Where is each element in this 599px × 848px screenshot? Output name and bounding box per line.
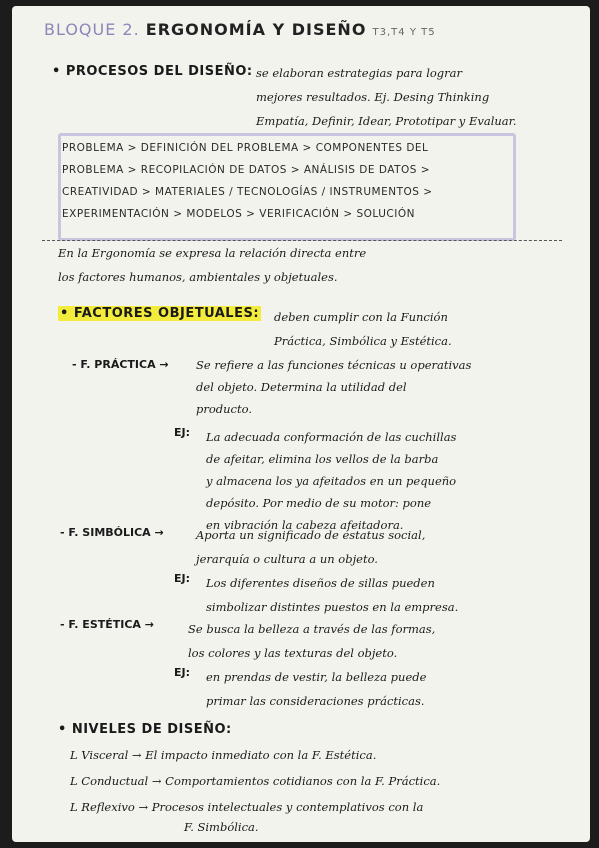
- practica-ej-line-3: y almacena los ya afeitados en un pequeño: [206, 474, 457, 488]
- estetica-ej-line-1: en prendas de vestir, la belleza puede: [206, 670, 427, 684]
- procesos-heading: • PROCESOS DEL DISEÑO:: [52, 64, 253, 79]
- factores-heading-text: • FACTORES OBJETUALES:: [60, 306, 260, 321]
- factores-heading: [58, 306, 261, 321]
- practica-line-3: producto.: [196, 402, 252, 416]
- topic-title: ERGONOMÍA Y DISEÑO: [145, 20, 367, 39]
- practica-ej-line-5: en vibración la cabeza afeitadora.: [206, 518, 404, 532]
- nivel-conductual: L Conductual → Comportamientos cotidianos con la F. Práctica.: [70, 774, 441, 788]
- estetica-ej-line-2: primar las consideraciones prácticas.: [206, 694, 425, 708]
- simbolica-label: - F. SIMBÓLICA →: [60, 526, 164, 539]
- factores-line-1: deben cumplir con la Función: [274, 310, 448, 324]
- simbolica-line-1: Aporta un significado de estatus social,: [196, 528, 426, 542]
- simbolica-ej-line-1: Los diferentes diseños de sillas pueden: [206, 576, 435, 590]
- bloque-label: BLOQUE 2.: [44, 20, 140, 39]
- practica-line-1: Se refiere a las funciones técnicas u operativas: [196, 358, 472, 372]
- estetica-label: - F. ESTÉTICA →: [60, 618, 154, 631]
- simbolica-ej-label: EJ:: [174, 572, 191, 585]
- estetica-line-2: los colores y las texturas del objeto.: [188, 646, 398, 660]
- niveles-heading: • NIVELES DE DISEÑO:: [58, 722, 232, 737]
- practica-line-2: del objeto. Determina la utilidad del: [196, 380, 407, 394]
- practica-label-text: - F. PRÁCTICA →: [72, 358, 169, 371]
- ergonomia-line-1: En la Ergonomía se expresa la relación directa entre: [58, 246, 367, 260]
- process-line-2: PROBLEMA > RECOPILACIÓN DE DATOS > ANÁLISIS DE DATOS >: [62, 164, 431, 176]
- simbolica-line-2: jerarquía o cultura a un objeto.: [196, 552, 378, 566]
- estetica-line-1: Se busca la belleza a través de las formas,: [188, 622, 436, 636]
- procesos-line-1: se elaboran estrategias para lograr: [256, 66, 463, 80]
- practica-label: [72, 358, 169, 371]
- practica-ej-line-1: La adecuada conformación de las cuchillas: [206, 430, 457, 444]
- simbolica-ej-line-2: simbolizar distintes puestos en la empresa.: [206, 600, 459, 614]
- procesos-line-3: Empatía, Definir, Idear, Prototipar y Evaluar.: [256, 114, 517, 128]
- topic-numbers: T3,T4 Y T5: [372, 27, 436, 38]
- ergonomia-line-2: los factores humanos, ambientales y objetuales.: [58, 270, 338, 284]
- process-line-1: PROBLEMA > DEFINICIÓN DEL PROBLEMA > COMPONENTES DEL: [62, 142, 429, 154]
- nivel-reflexivo-cont: F. Simbólica.: [184, 820, 259, 834]
- nivel-visceral: L Visceral → El impacto inmediato con la F. Estética.: [70, 748, 377, 762]
- practica-ej-line-4: depósito. Por medio de su motor: pone: [206, 496, 432, 510]
- factores-line-2: Práctica, Simbólica y Estética.: [274, 334, 452, 348]
- practica-ej-label: EJ:: [174, 426, 191, 439]
- procesos-line-2: mejores resultados. Ej. Desing Thinking: [256, 90, 490, 104]
- estetica-ej-label: EJ:: [174, 666, 191, 679]
- process-line-3: CREATIVIDAD > MATERIALES / TECNOLOGÍAS / INSTRUMENTOS >: [62, 186, 433, 198]
- practica-ej-line-2: de afeitar, elimina los vellos de la barba: [206, 452, 439, 466]
- dashed-divider: [42, 240, 562, 241]
- page-title: [44, 20, 436, 39]
- notebook-page: [12, 6, 590, 842]
- nivel-reflexivo: L Reflexivo → Procesos intelectuales y contemplativos con la: [70, 800, 424, 814]
- process-line-4: EXPERIMENTACIÓN > MODELOS > VERIFICACIÓN > SOLUCIÓN: [62, 208, 415, 220]
